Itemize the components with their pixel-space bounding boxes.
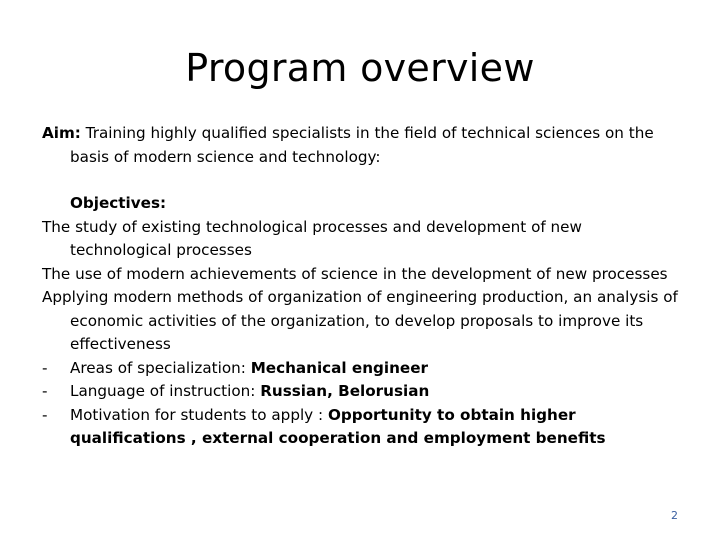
bullet-item-motivation xyxy=(42,404,682,451)
aim-label: Aim: xyxy=(42,124,81,142)
slide-body xyxy=(42,122,682,451)
aim-paragraph xyxy=(42,122,682,169)
bullet-dash: - xyxy=(42,405,48,424)
bullet-value: Mechanical engineer xyxy=(250,358,429,377)
bullet-dash: - xyxy=(42,358,48,377)
bullet-item-specialization xyxy=(42,357,682,381)
bullet-prefix: Motivation for students to apply : xyxy=(70,405,328,424)
objective-item: Applying modern methods of organization of engineering production, an analysis of economic activities of the organization, to develop proposals to improve its effectiveness xyxy=(42,288,678,353)
objectives-label: Objectives: xyxy=(70,194,167,212)
aim-text: Training highly qualified specialists in the field of technical sciences on the basis of modern science and technology: xyxy=(70,124,654,166)
bullet-dash: - xyxy=(42,382,48,400)
page-number: 2 xyxy=(671,509,678,522)
objective-item: The use of modern achievements of science in the development of new processes xyxy=(42,264,668,283)
bullet-prefix: Areas of specialization: xyxy=(70,358,251,377)
bullet-prefix: Language of instruction: xyxy=(70,382,261,400)
spacer xyxy=(42,169,682,192)
bullet-item-language xyxy=(42,380,682,404)
slide-title: Program overview xyxy=(185,46,535,90)
bullet-value: Opportunity to obtain higher qualifications , external cooperation and employment benefits xyxy=(70,405,606,447)
objective-item: The study of existing technological processes and development of new technological processes xyxy=(42,217,582,259)
bullet-value: Russian, Belorusian xyxy=(260,382,430,400)
